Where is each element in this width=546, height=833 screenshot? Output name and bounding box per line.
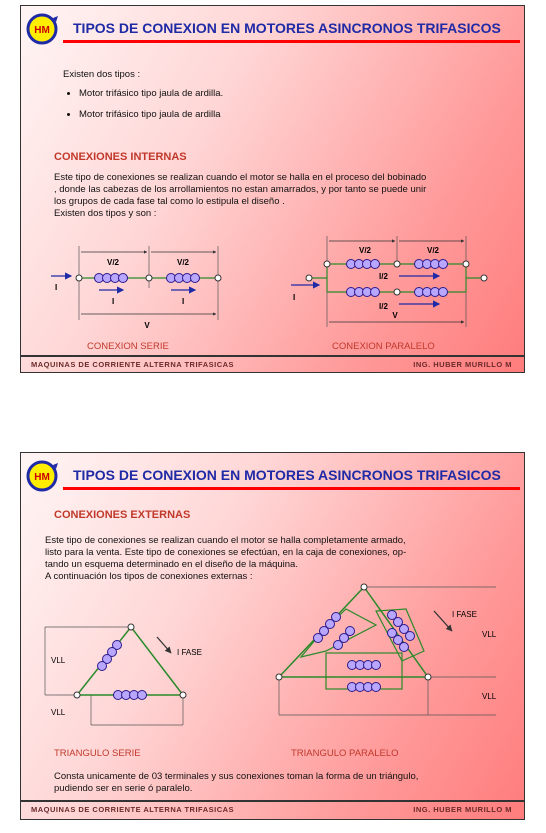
coil-left bbox=[98, 641, 122, 671]
coil-bottom-a bbox=[348, 661, 381, 670]
section-paragraph: Este tipo de conexiones se realizan cuando el motor se halla en el proceso del bobinado , donde las cabezas de los arrollamientos no estan amarrados, y por tanto se puede unir los grupos de cada fase tal como lo estipula el diseño . Existen dos tipos y son : bbox=[54, 172, 427, 219]
series-vll-bottom: VLL bbox=[51, 708, 66, 717]
parallel-vll-bottom: VLL bbox=[482, 692, 497, 701]
closing-paragraph: Consta unicamente de 03 terminales y sus conexiones toman la forma de un triángulo, pudiendo ser en serie ó paralelo. bbox=[54, 771, 419, 794]
svg-text:HM: HM bbox=[34, 25, 50, 36]
coil-bottom-2 bbox=[415, 288, 448, 297]
parallel-voltage: V bbox=[392, 311, 398, 320]
coil-1 bbox=[95, 274, 128, 283]
parallel-current-bottom: I/2 bbox=[379, 302, 388, 311]
series-half-voltage-1: V/2 bbox=[106, 258, 120, 267]
series-connection-diagram bbox=[41, 238, 251, 333]
parallel-phase-current: I FASE bbox=[452, 610, 477, 619]
coil-top-2 bbox=[415, 260, 448, 269]
series-current-2: I bbox=[182, 297, 185, 306]
parallel-half-voltage-2: V/2 bbox=[426, 246, 440, 255]
series-vll-top: VLL bbox=[51, 656, 66, 665]
terminal bbox=[215, 275, 221, 281]
coil-bottom-b bbox=[348, 683, 381, 692]
list-item: • Motor trifásico tipo jaula de ardilla. bbox=[79, 88, 223, 100]
terminal bbox=[146, 275, 152, 281]
series-current-1: I bbox=[112, 297, 115, 306]
section-heading: CONEXIONES INTERNAS bbox=[54, 151, 187, 163]
coil-2 bbox=[167, 274, 200, 283]
type-list bbox=[65, 88, 223, 130]
caption-series: CONEXION SERIE bbox=[87, 341, 169, 352]
intro-text: Existen dos tipos : bbox=[63, 69, 141, 80]
series-half-voltage-2: V/2 bbox=[176, 258, 190, 267]
slide-title: TIPOS DE CONEXION EN MOTORES ASINCRONOS TRIFASICOS bbox=[73, 20, 501, 36]
parallel-connection-diagram bbox=[289, 232, 499, 332]
caption-parallel: CONEXION PARALELO bbox=[332, 341, 435, 352]
hm-logo-icon bbox=[25, 12, 59, 46]
parallel-current-top: I/2 bbox=[379, 272, 388, 281]
footer-right: ING. HUBER MURILLO M bbox=[413, 805, 512, 814]
parallel-half-voltage-1: V/2 bbox=[358, 246, 372, 255]
footer-left: MAQUINAS DE CORRIENTE ALTERNA TRIFASICAS bbox=[31, 360, 235, 369]
coil-bottom bbox=[114, 691, 147, 700]
terminal bbox=[76, 275, 82, 281]
caption-parallel: TRIANGULO PARALELO bbox=[291, 748, 399, 759]
svg-text:HM: HM bbox=[34, 472, 50, 483]
triangle-parallel-diagram bbox=[266, 581, 506, 721]
parallel-current-in: I bbox=[293, 293, 296, 302]
list-item: • Motor trifásico tipo jaula de ardilla bbox=[79, 109, 223, 121]
slide-2 bbox=[20, 452, 525, 820]
footer-divider bbox=[21, 800, 524, 802]
series-current-in: I bbox=[55, 283, 58, 292]
series-phase-current: I FASE bbox=[177, 648, 202, 657]
slide-1 bbox=[20, 5, 525, 373]
section-heading: CONEXIONES EXTERNAS bbox=[54, 509, 191, 521]
hm-logo-icon bbox=[25, 459, 59, 493]
triangle-series-diagram bbox=[31, 613, 231, 733]
slide-title: TIPOS DE CONEXION EN MOTORES ASINCRONOS TRIFASICOS bbox=[73, 467, 501, 483]
footer-left: MAQUINAS DE CORRIENTE ALTERNA TRIFASICAS bbox=[31, 805, 235, 814]
title-underline bbox=[63, 487, 520, 490]
coil-left-a bbox=[314, 613, 341, 643]
series-voltage: V bbox=[144, 321, 150, 330]
parallel-vll-top: VLL bbox=[482, 630, 497, 639]
coil-bottom-1 bbox=[347, 288, 380, 297]
caption-series: TRIANGULO SERIE bbox=[54, 748, 141, 759]
coil-top-1 bbox=[347, 260, 380, 269]
title-underline bbox=[63, 40, 520, 43]
footer-right: ING. HUBER MURILLO M bbox=[413, 360, 512, 369]
footer-divider bbox=[21, 355, 524, 357]
section-paragraph: Este tipo de conexiones se realizan cuando el motor se halla completamente armado, listo para la venta. Este tipo de conexiones se efectúan, en la caja de conexiones, op- tando un esquema determinado en el diseño de la máquina. A continuación los tipos de conexiones externas : bbox=[45, 535, 407, 582]
